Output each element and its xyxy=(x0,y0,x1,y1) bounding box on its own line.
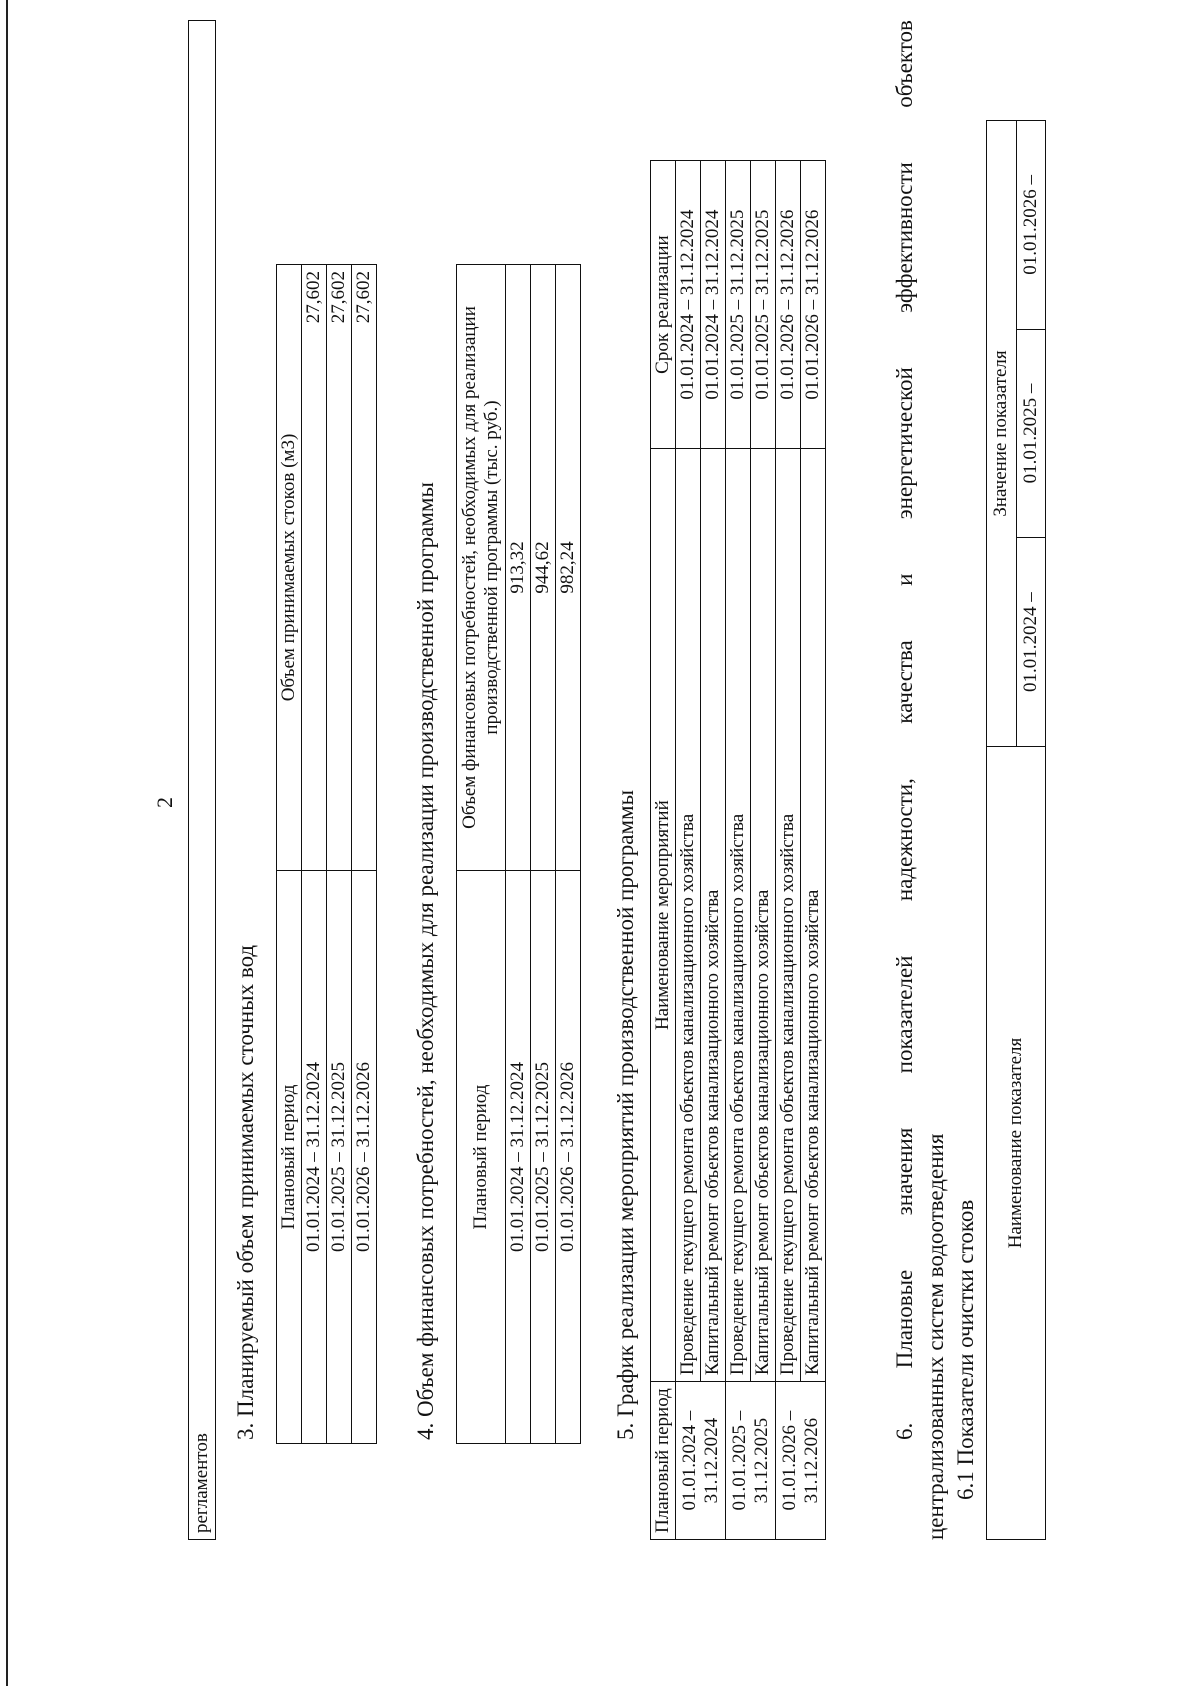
section-6-1-subtitle: 6.1 Показатели очистки стоков xyxy=(953,1199,978,1500)
table-row xyxy=(726,161,751,1540)
section-4-title: 4. Объем финансовых потребностей, необходимых для реализации производственной программы xyxy=(413,482,438,1440)
table-row xyxy=(327,265,352,1444)
header-year-2025: 01.01.2025 – xyxy=(1016,329,1046,538)
measure-name-cell: Капитальный ремонт объектов канализационного хозяйства xyxy=(801,449,826,1382)
value-cell: 27,602 xyxy=(327,265,352,871)
term-cell: 01.01.2026 – 31.12.2026 xyxy=(776,161,801,449)
header-measures: Наименование мероприятий xyxy=(651,449,676,1382)
header-term: Срок реализации xyxy=(651,161,676,449)
term-cell: 01.01.2026 – 31.12.2026 xyxy=(801,161,826,449)
table-row xyxy=(801,161,826,1540)
header-financial-volume: Объем финансовых потребностей, необходимых для реализации производственной программы (тыс. руб.) xyxy=(457,265,506,871)
measure-name-cell: Проведение текущего ремонта объектов канализационного хозяйства xyxy=(776,449,801,1382)
section-6-title-continuation: централизованных систем водоотведения xyxy=(923,1133,948,1540)
table-row xyxy=(302,265,327,1444)
period-cell: 01.01.2024 – 31.12.2024 xyxy=(676,1382,726,1540)
value-cell: 944,62 xyxy=(531,265,556,871)
period-cell: 01.01.2026 – 31.12.2026 xyxy=(556,871,581,1444)
table-row xyxy=(556,265,581,1444)
value-cell: 982,24 xyxy=(556,265,581,871)
financial-needs-table xyxy=(456,264,581,1444)
value-cell: 913,32 xyxy=(506,265,531,871)
period-cell: 01.01.2025 – 31.12.2025 xyxy=(531,871,556,1444)
measure-name-cell: Проведение текущего ремонта объектов канализационного хозяйства xyxy=(726,449,751,1382)
table-row xyxy=(751,161,776,1540)
continued-table-cell: регламентов xyxy=(189,21,216,1540)
measures-schedule-table xyxy=(650,160,826,1540)
term-cell: 01.01.2024 – 31.12.2024 xyxy=(701,161,726,449)
section-3-title: 3. Планируемый объем принимаемых сточных вод xyxy=(233,944,258,1440)
value-cell: 27,602 xyxy=(352,265,377,871)
header-planned-period: Плановый период xyxy=(277,871,302,1444)
measure-name-cell: Проведение текущего ремонта объектов канализационного хозяйства xyxy=(676,449,701,1382)
page-number: 2 xyxy=(152,797,177,808)
period-cell: 01.01.2024 – 31.12.2024 xyxy=(506,871,531,1444)
section-6-title: 6. Плановые значения показателей надежности, качества и энергетической эффективности объектов xyxy=(892,20,917,1440)
header-indicator-value: Значение показателя xyxy=(987,121,1017,747)
term-cell: 01.01.2024 – 31.12.2024 xyxy=(676,161,701,449)
rotated-document-page xyxy=(152,0,1100,1580)
table-row xyxy=(352,265,377,1444)
table-row xyxy=(506,265,531,1444)
header-planned-period: Плановый период xyxy=(651,1382,676,1540)
table-row xyxy=(776,161,801,1540)
table-row xyxy=(676,161,701,1540)
period-cell: 01.01.2026 – 31.12.2026 xyxy=(352,871,377,1444)
header-year-2026: 01.01.2026 – xyxy=(1016,121,1046,330)
header-volume: Объем принимаемых стоков (м3) xyxy=(277,265,302,871)
period-cell: 01.01.2025 – 31.12.2025 xyxy=(327,871,352,1444)
page-binding-edge xyxy=(6,0,8,1686)
term-cell: 01.01.2025 – 31.12.2025 xyxy=(751,161,776,449)
table-row xyxy=(531,265,556,1444)
wastewater-treatment-indicators-table xyxy=(986,120,1046,1540)
header-indicator-name: Наименование показателя xyxy=(987,747,1046,1540)
measure-name-cell: Капитальный ремонт объектов канализационного хозяйства xyxy=(701,449,726,1382)
section-5-title: 5. График реализации мероприятий производственной программы xyxy=(613,789,638,1440)
header-planned-period: Плановый период xyxy=(457,871,506,1444)
continued-table xyxy=(188,20,216,1540)
value-cell: 27,602 xyxy=(302,265,327,871)
table-row xyxy=(701,161,726,1540)
period-cell: 01.01.2024 – 31.12.2024 xyxy=(302,871,327,1444)
measure-name-cell: Капитальный ремонт объектов канализационного хозяйства xyxy=(751,449,776,1382)
wastewater-volume-table xyxy=(276,264,377,1444)
term-cell: 01.01.2025 – 31.12.2025 xyxy=(726,161,751,449)
period-cell: 01.01.2025 – 31.12.2025 xyxy=(726,1382,776,1540)
header-year-2024: 01.01.2024 – xyxy=(1016,538,1046,747)
period-cell: 01.01.2026 – 31.12.2026 xyxy=(776,1382,826,1540)
